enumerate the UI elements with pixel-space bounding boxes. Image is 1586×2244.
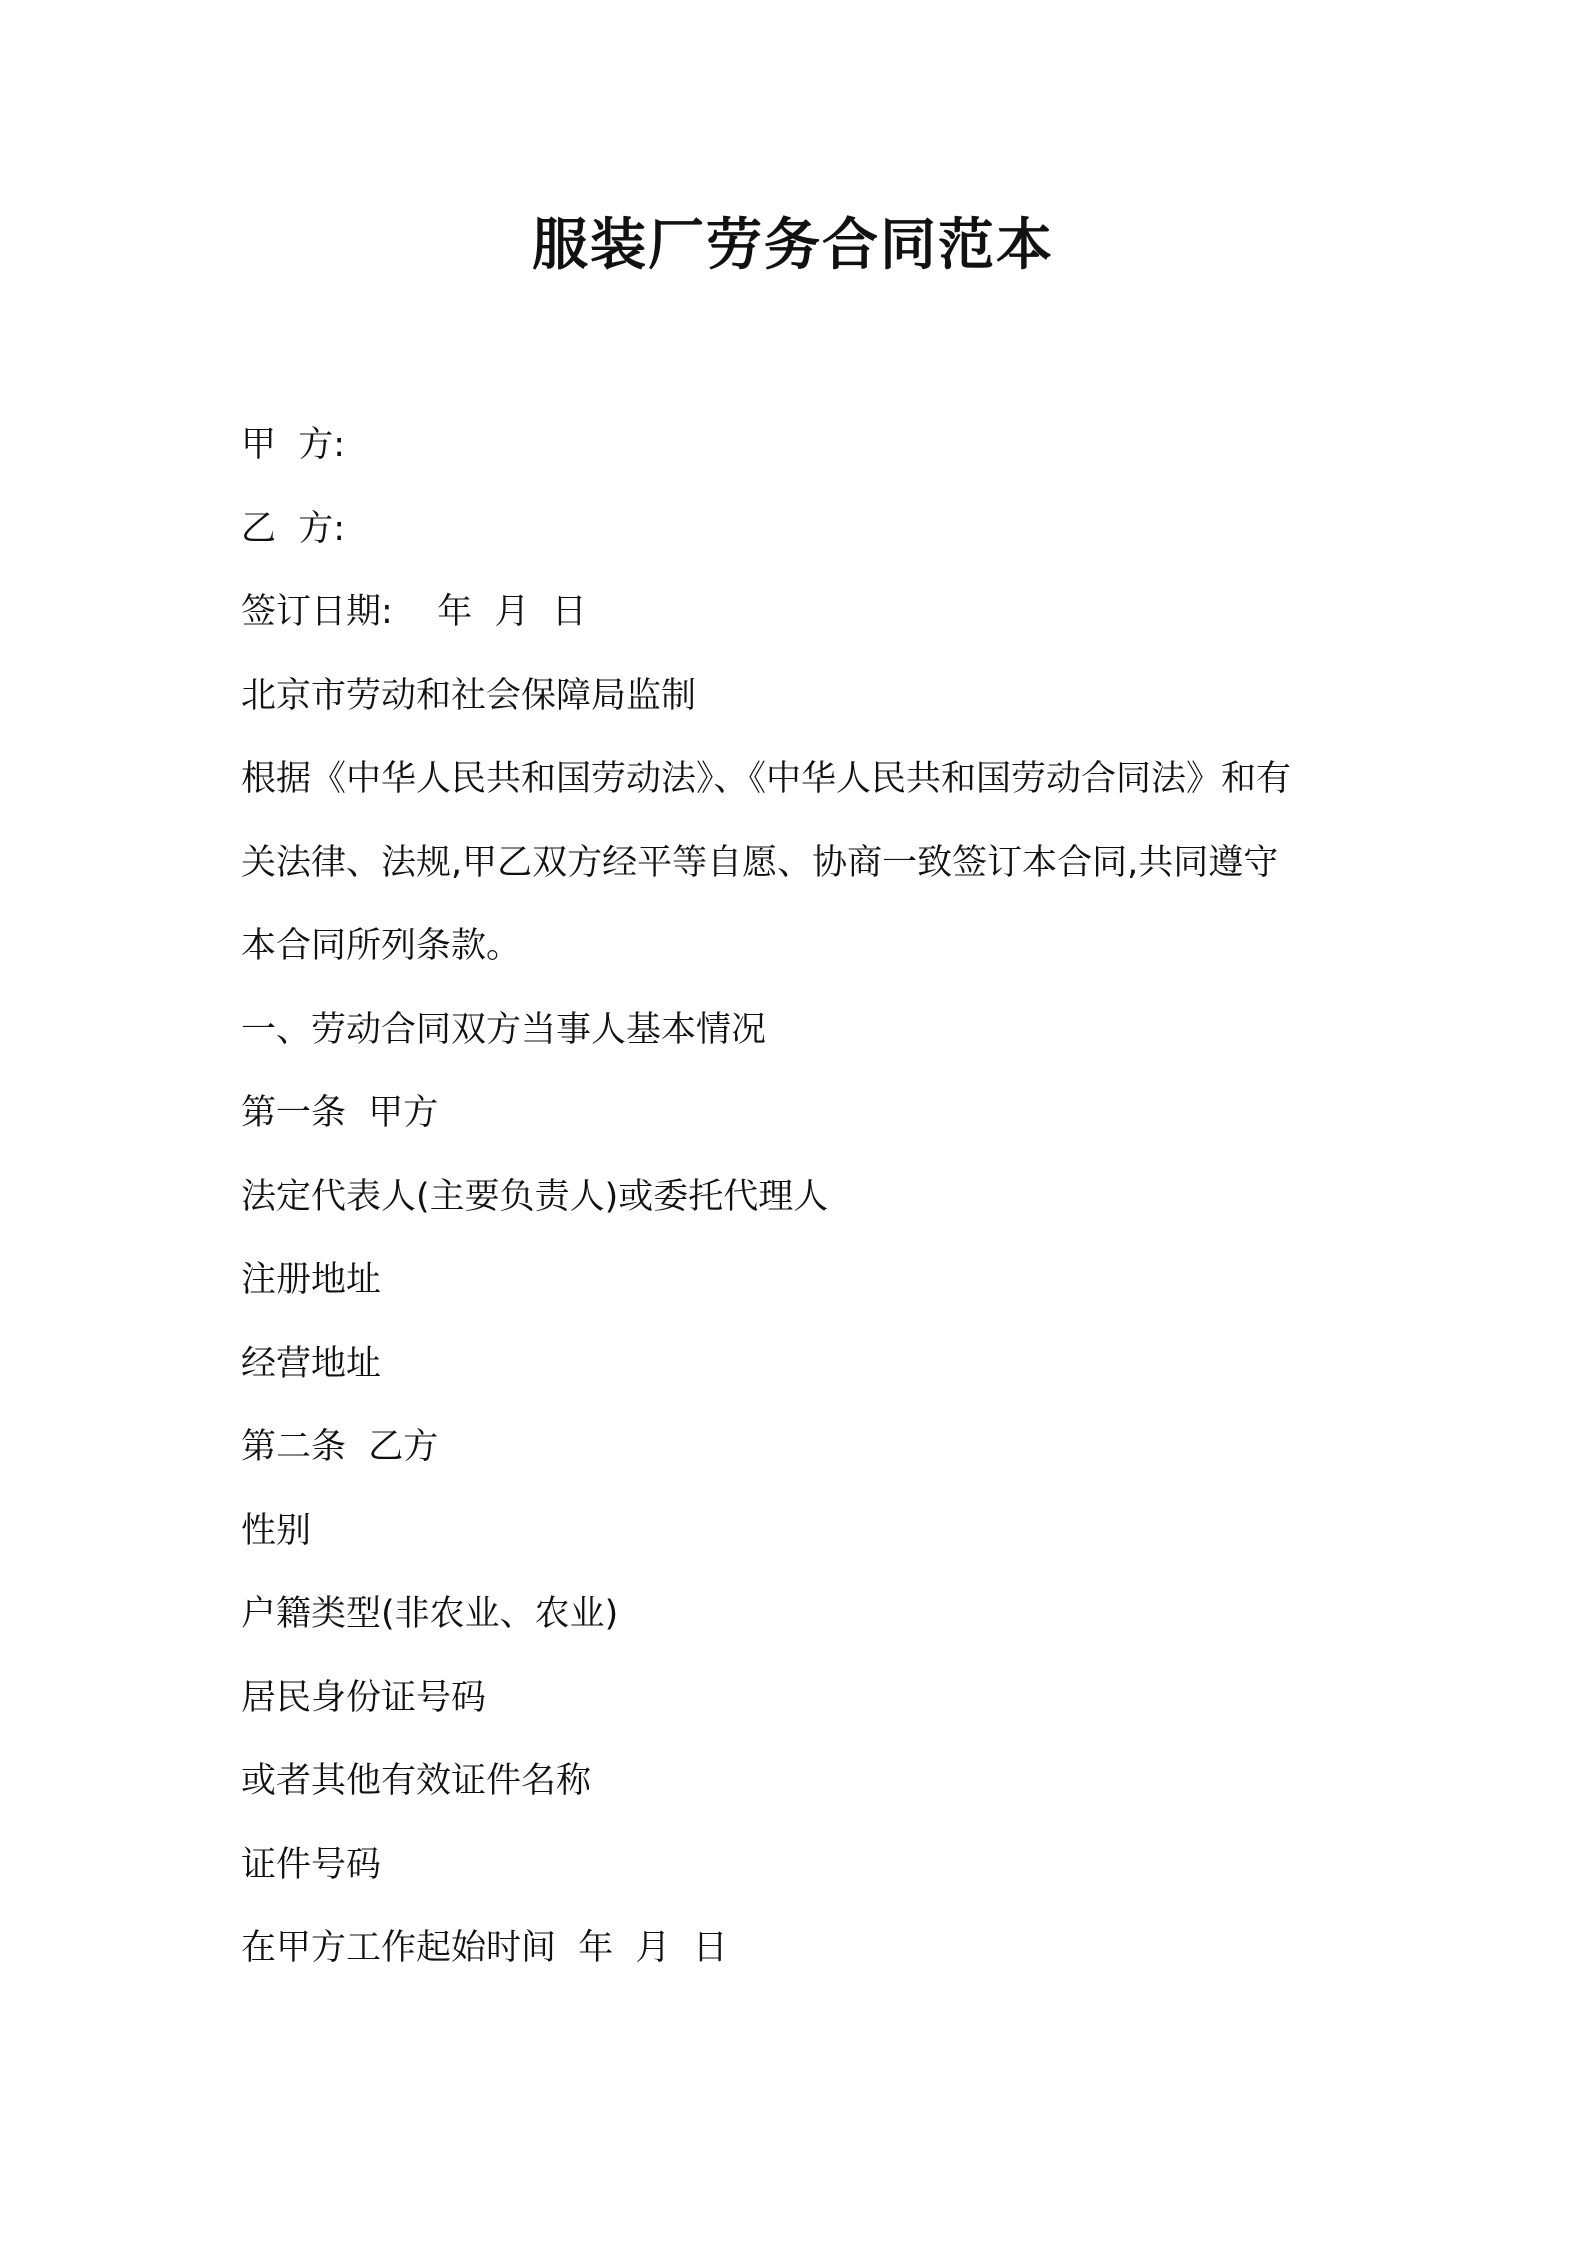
signing-date-line: 签订日期: 年 月 日 — [241, 592, 587, 632]
preamble-line-3: 本合同所列条款。 — [241, 926, 522, 966]
legal-representative-field: 法定代表人(主要负责人)或委托代理人 — [241, 1176, 829, 1217]
document-body — [241, 404, 1351, 1991]
preamble-line-2: 关法律、法规,甲乙双方经平等自愿、协商一致签订本合同,共同遵守 — [241, 842, 1279, 883]
id-number-field: 居民身份证号码 — [241, 1677, 487, 1718]
preamble-line-1: 根据《中华人民共和国劳动法》、《中华人民共和国劳动合同法》和有 — [241, 759, 1292, 799]
supervisor-line: 北京市劳动和社会保障局监制 — [241, 675, 697, 716]
gender-field: 性别 — [241, 1510, 312, 1551]
section-heading: 一、劳动合同双方当事人基本情况 — [241, 1009, 767, 1050]
business-address-field: 经营地址 — [241, 1343, 382, 1384]
registered-address-field: 注册地址 — [241, 1260, 382, 1300]
party-a-line: 甲 方: — [241, 425, 346, 465]
document-number-field: 证件号码 — [241, 1844, 382, 1885]
document-title: 服装厂劳务合同范本 — [532, 213, 1054, 278]
article-two-heading: 第二条 乙方 — [241, 1427, 439, 1467]
party-b-line: 乙 方: — [241, 508, 346, 549]
other-id-name-field: 或者其他有效证件名称 — [241, 1761, 592, 1801]
start-date-field: 在甲方工作起始时间 年 月 日 — [241, 1928, 728, 1968]
article-one-heading: 第一条 甲方 — [241, 1093, 439, 1133]
household-type-field: 户籍类型(非农业、农业) — [241, 1594, 619, 1634]
